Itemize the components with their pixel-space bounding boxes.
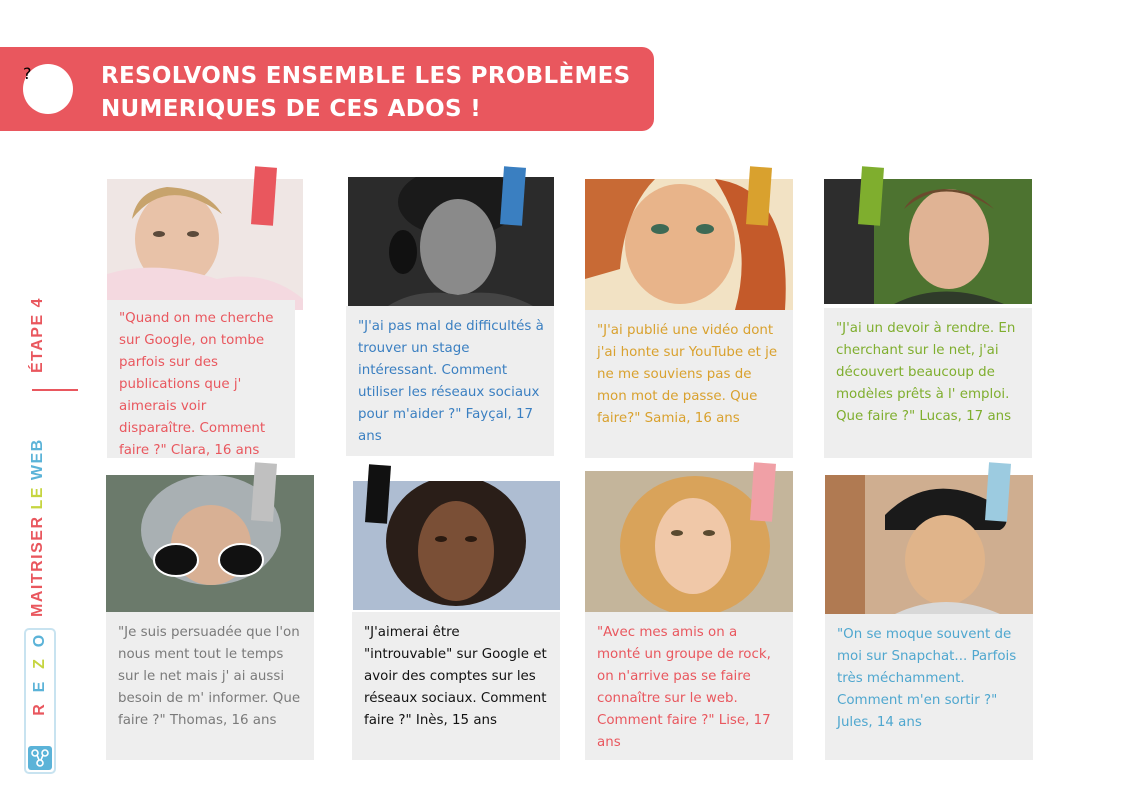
rezo-letter-z: Z [31,659,48,669]
question-icon: ? [23,64,73,114]
tape-lucas [858,166,884,225]
quote-lucas: "J'ai un devoir à rendre. En cherchant sur le net, j'ai découvert beaucoup de modèles prêts à l' emploi. Que faire ?" Lucas, 17 ans [824,308,1032,458]
rezo-logo-box [24,628,56,774]
theme-word-web: WEB [29,438,46,481]
tape-samia [746,166,772,225]
photo-lucas [824,179,1032,304]
quote-jules: "On se moque souvent de moi sur Snapchat... Parfois très méchamment. Comment m'en sortir ?" Jules, 14 ans [825,614,1033,760]
step-label: ÉTAPE 4 [29,297,46,373]
tape-lise [750,462,776,521]
theme-label [29,438,47,617]
quote-thomas: "Je suis persuadée que l'on nous ment tout le temps sur le net mais j' ai aussi besoin de m' informer. Que faire ?" Thomas, 16 ans [106,612,314,760]
rezo-letter-r: R [31,704,48,716]
rezo-letter-e: E [31,681,48,693]
tape-ines [365,464,391,523]
tape-thomas [251,462,277,521]
page-title: RESOLVONS ENSEMBLE LES PROBLÈMES NUMERIQUES DE CES ADOS ! [101,63,631,122]
photo-thomas [106,475,314,612]
quote-lise: "Avec mes amis on a monté un groupe de rock, on n'arrive pas se faire connaître sur le web. Comment faire ?" Lise, 17 ans [585,612,793,760]
quote-ines: "J'aimerai être "introuvable" sur Google et avoir des comptes sur les réseaux sociaux. Comment faire ?" Inès, 15 ans [352,612,560,760]
tape-faycal [500,166,526,225]
rezo-letter-o: O [31,634,48,648]
tape-jules [985,462,1011,521]
quote-clara: "Quand on me cherche sur Google, on tombe parfois sur des publications que j' aimerais voir disparaître. Comment faire ?" Clara, 16 ans [107,300,295,458]
quote-samia: "J'ai publié une vidéo dont j'ai honte sur YouTube et je ne me souviens pas de mon mot de passe. Que faire?" Samia, 16 ans [585,310,793,458]
theme-word-le: LE [29,486,46,510]
theme-word-maitriser: MAITRISER [29,515,46,617]
tape-clara [251,166,277,225]
quote-faycal: "J'ai pas mal de difficultés à trouver un stage intéressant. Comment utiliser les réseaux sociaux pour m'aider ?" Fayçal, 17 ans [346,306,554,456]
network-icon [28,746,52,770]
side-divider [32,389,78,391]
